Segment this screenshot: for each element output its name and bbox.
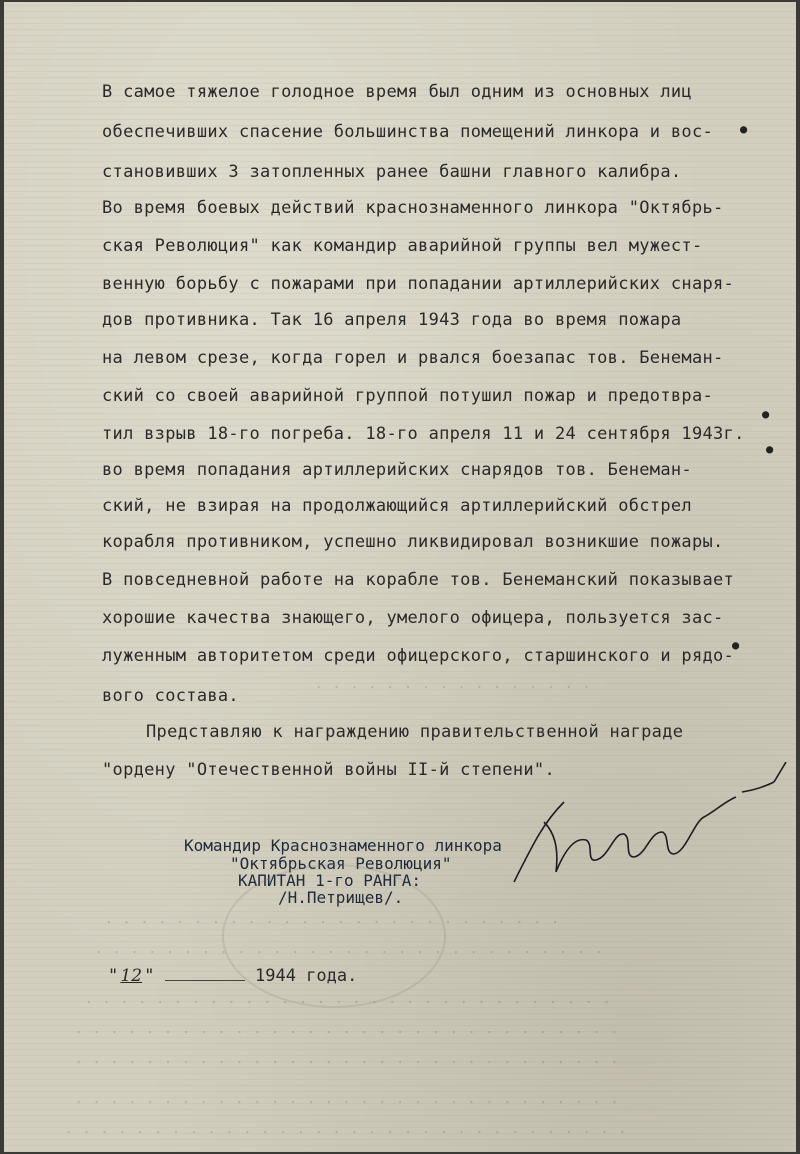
date-day: 12 [120, 966, 143, 986]
body-line: венную борьбу с пожарами при попадании артиллерийских снаря- [102, 274, 735, 294]
body-line: обеспечивших спасение большинства помещений линкора и вос- [102, 122, 714, 142]
bleed-through-text: . . . . . . . . . . . . . . . . . . . . . . . . . . . . . [94, 947, 603, 963]
bleed-through-text: . . . . . . . . . . . . . . . . . . . . . . . . . . . . . . . [74, 1097, 619, 1113]
bleed-through-text: . . . . . . . . . . . . . . . . . . . . . . . . . . . . . . [84, 997, 611, 1013]
margin-mark: ● [732, 638, 740, 652]
margin-mark: ● [762, 407, 770, 421]
recommendation-line: "ордену "Отечественной войны II-й степени". [102, 760, 555, 780]
body-line: на левом срезе, когда горел и рвался боезапас тов. Бенеман- [102, 348, 724, 368]
body-line: В повседневной работе на корабле тов. Бенеманский показывает [102, 570, 735, 590]
date-month-blank [165, 980, 245, 981]
body-line: ский со своей аварийной группой потушил пожар и предотвра- [102, 386, 714, 406]
date-line: " 12 " 1944 года. [108, 966, 358, 986]
body-line: тил взрыв 18-го погреба. 18-го апреля 11 и 24 сентября 1943г. [102, 424, 745, 444]
body-line: хорошие качества знающего, умелого офицера, пользуется зас- [102, 608, 724, 628]
margin-mark: ● [766, 442, 774, 456]
bleed-through-text: . . . . . . . . . . . . . . . . . . . . . . . . . . [104, 917, 560, 933]
body-line: дов противника. Так 16 апреля 1943 года во время пожара [102, 310, 682, 330]
signature-title-line: Командир Краснознаменного линкора [184, 836, 502, 855]
bleed-through-text: . . . . . . . . . . . . . . . . [314, 682, 591, 698]
document-page [4, 2, 796, 1152]
bleed-through-text: . . . . . . . . . . . . . . . . . . . . . . . . . . . . . . . [74, 1027, 619, 1043]
seal-stamp [222, 864, 446, 1008]
body-line: В самое тяжелое голодное время был одним из основных лиц [102, 82, 692, 102]
date-year: 1944 года. [254, 966, 358, 986]
signature-rank-line: КАПИТАН 1-го РАНГА: [238, 871, 422, 890]
handwritten-signature [474, 762, 794, 912]
signature-name-line: /Н.Петрищев/. [278, 888, 404, 907]
body-line: корабля противником, успешно ликвидировал возникшие пожары. [102, 532, 724, 552]
body-line: ская Революция" как командир аварийной группы вел мужест- [102, 236, 703, 256]
recommendation-line: Представляю к награждению правительственной награде [146, 722, 684, 742]
signature-ship-line: "Октябрьская Революция" [230, 854, 452, 873]
margin-mark: ● [740, 122, 748, 136]
body-line: луженным авторитетом среди офицерского, старшинского и рядо- [102, 646, 735, 666]
bleed-through-text: . . . . . . . . . . . . . . . . . . . . . . . . . . . . . . . . [64, 1127, 627, 1143]
body-line: становивших 3 затопленных ранее башни главного калибра. [102, 162, 682, 182]
bleed-through-text: . . . . . . . . . . . . . . . . . . . . . . . . . . . . . . . [74, 1057, 619, 1073]
body-line: ский, не взирая на продолжающийся артиллерийский обстрел [102, 496, 692, 516]
body-line: во время попадания артиллерийских снарядов тов. Бенеман- [102, 460, 692, 480]
body-line: вого состава. [102, 686, 239, 706]
body-line: Во время боевых действий краснознаменного линкора "Октябрь- [102, 198, 724, 218]
